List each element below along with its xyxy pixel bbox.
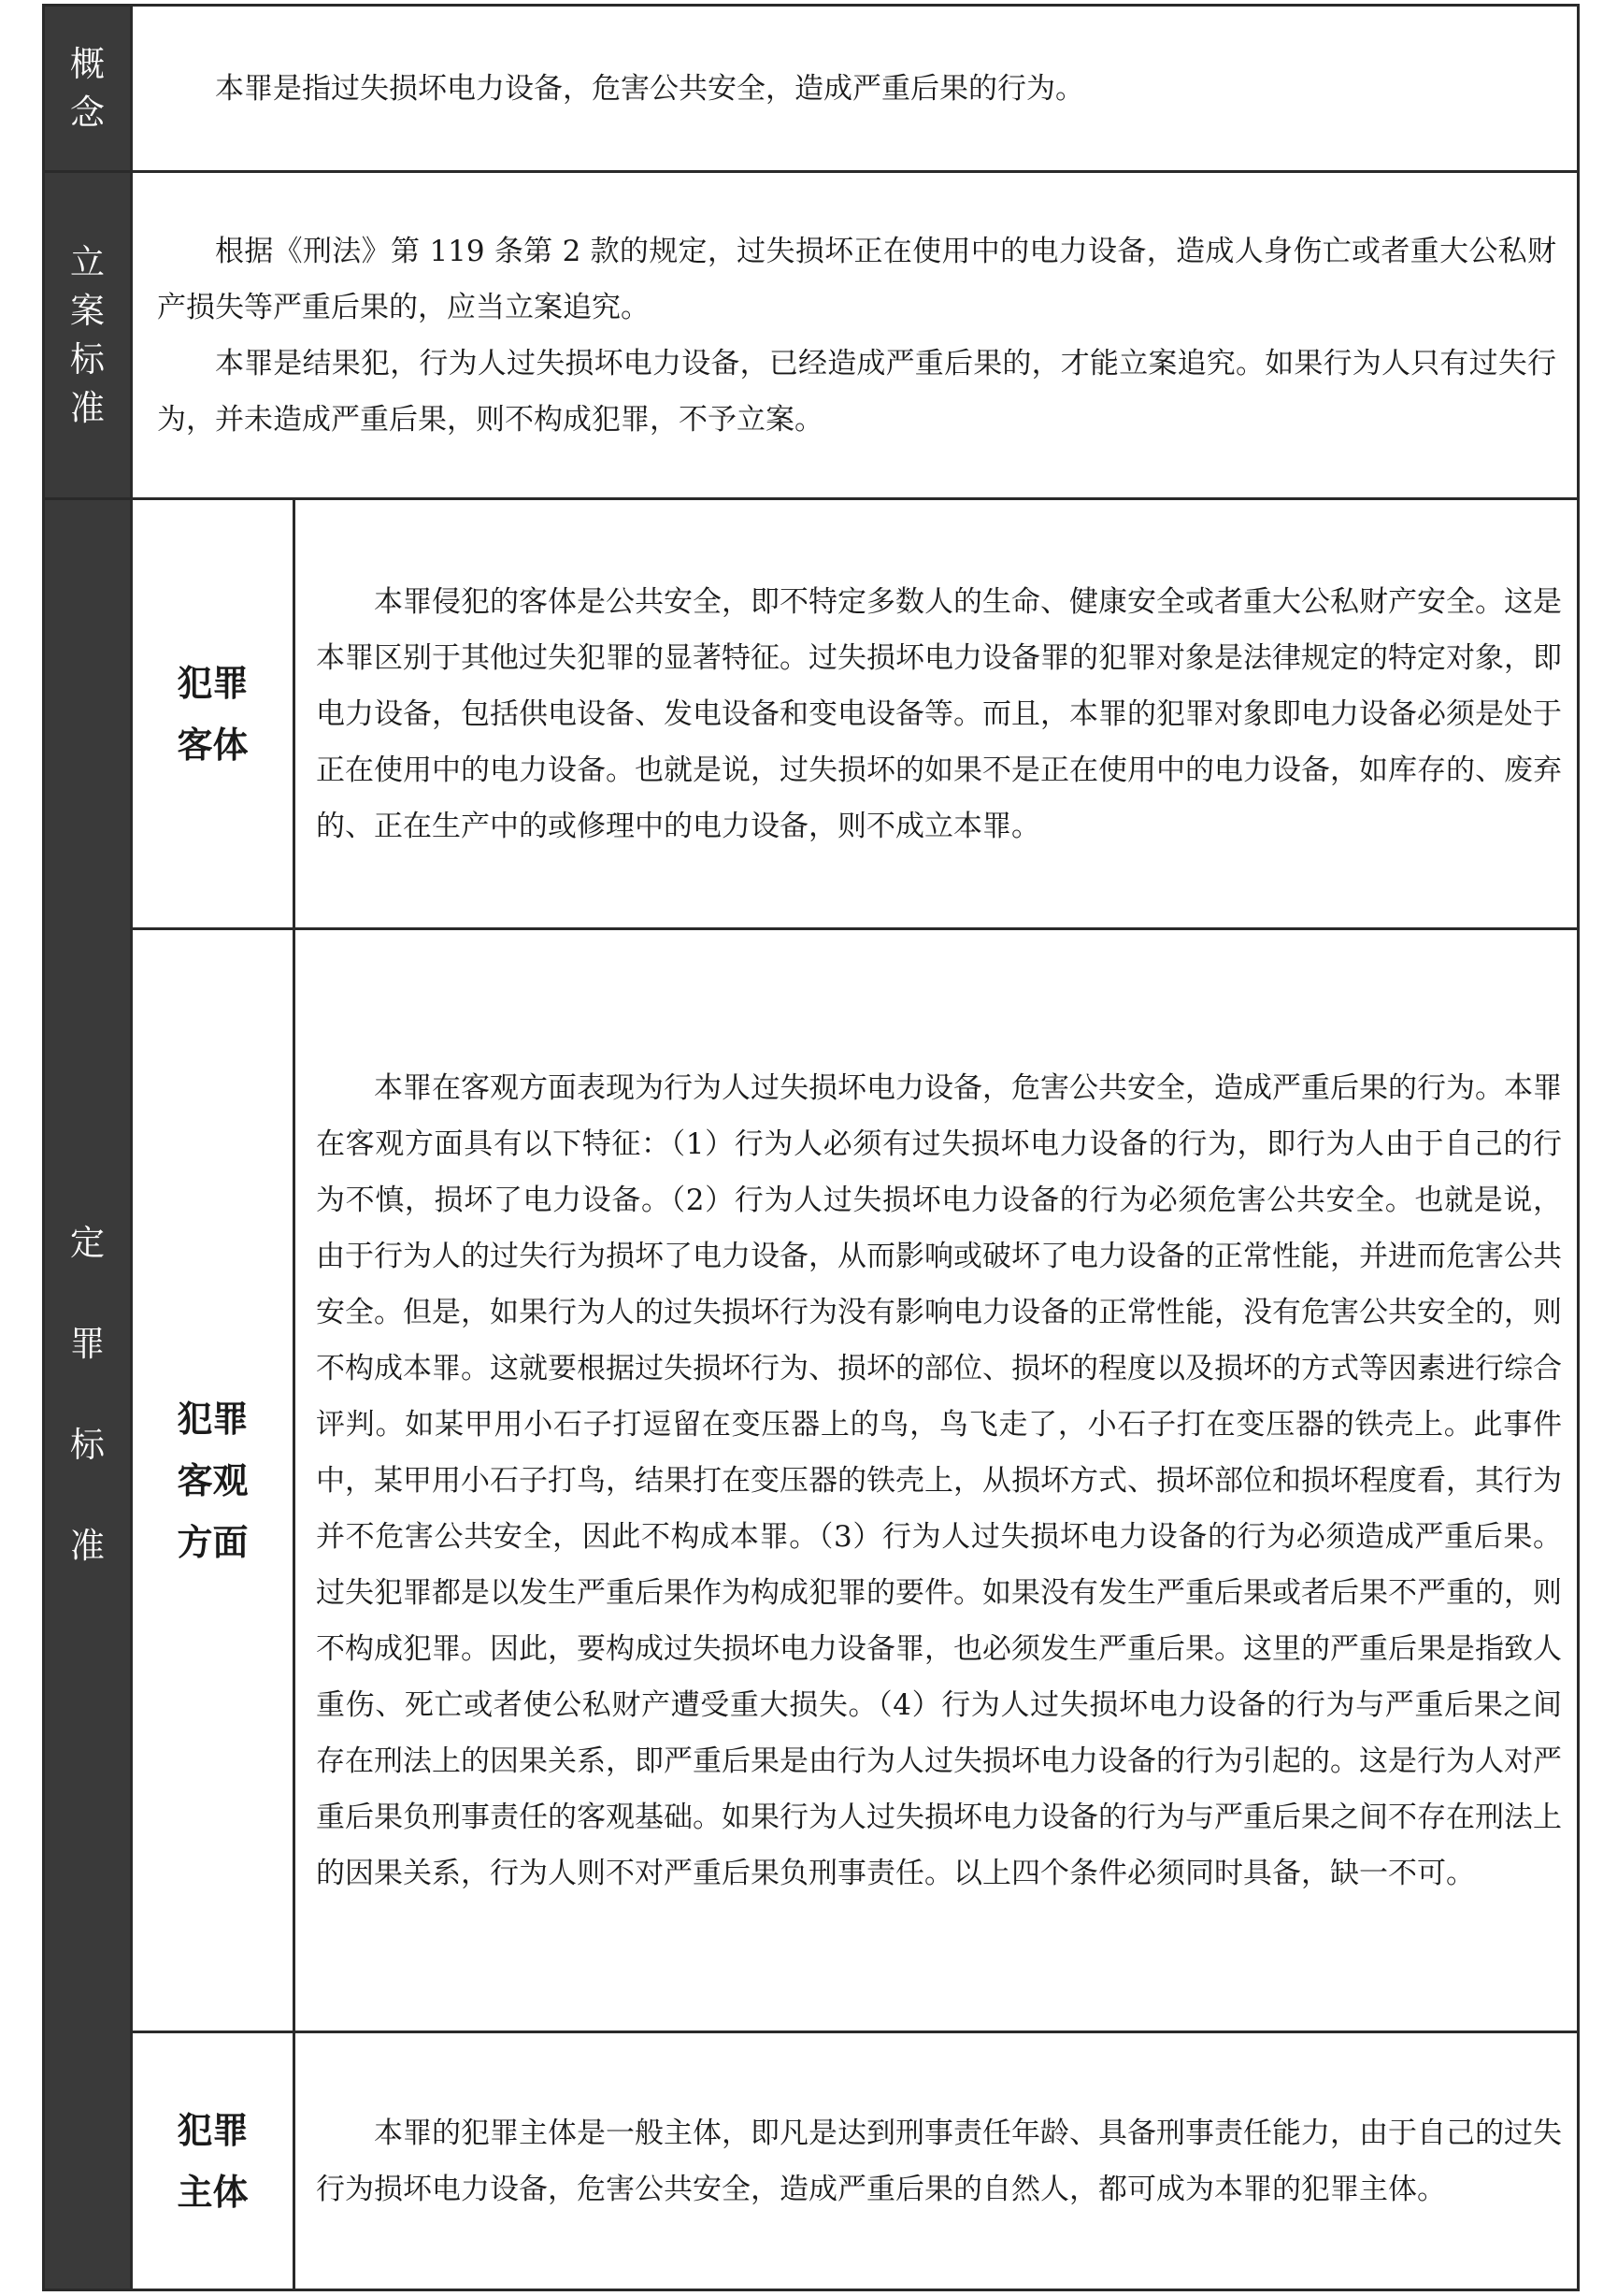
content-cell-filing-standard (132, 172, 1579, 499)
sublabel-objective-aspect: 犯罪客观方面 (177, 1398, 249, 1563)
row-filing-standard (44, 172, 1579, 499)
sublabel-cell-crime-subject (132, 2032, 294, 2290)
sublabel-cell-objective-aspect (132, 929, 294, 2032)
row-concept (44, 6, 1579, 172)
label-cell-concept (44, 6, 132, 172)
row-crime-subject (44, 2032, 1579, 2290)
label-cell-filing-standard (44, 172, 132, 499)
paragraph-crime-object: 本罪侵犯的客体是公共安全，即不特定多数人的生命、健康安全或者重大公私财产安全。这是本罪区别于其他过失犯罪的显著特征。过失损坏电力设备罪的犯罪对象是法律规定的特定对象，即电力设备，包括供电设备、发电设备和变电设备等。而且，本罪的犯罪对象即电力设备必须是处于正在使用中的电力设备。也就是说，过失损坏的如果不是正在使用中的电力设备，如库存的、废弃的、正在生产中的或修理中的电力设备，则不成立本罪。 (316, 584, 1562, 843)
label-concept: 概念 (70, 43, 105, 133)
content-cell-objective-aspect (294, 929, 1579, 2032)
paragraph-crime-subject: 本罪的犯罪主体是一般主体，即凡是达到刑事责任年龄、具备刑事责任能力，由于自己的过失行为损坏电力设备，危害公共安全，造成严重后果的自然人，都可成为本罪的犯罪主体。 (316, 2116, 1562, 2206)
label-cell-conviction-standard (44, 499, 132, 2290)
row-crime-object (44, 499, 1579, 929)
paragraph-objective-aspect: 本罪在客观方面表现为行为人过失损坏电力设备，危害公共安全，造成严重后果的行为。本罪在客观方面具有以下特征：（1）行为人必须有过失损坏电力设备的行为，即行为人由于自己的行为不慎，损坏了电力设备。（2）行为人过失损坏电力设备的行为必须危害公共安全。也就是说，由于行为人的过失行为损坏了电力设备，从而影响或破坏了电力设备的正常性能，并进而危害公共安全。但是，如果行为人的过失损坏行为没有影响电力设备的正常性能，没有危害公共安全的，则不构成本罪。这就要根据过失损坏行为、损坏的部位、损坏的程度以及损坏的方式等因素进行综合评判。如某甲用小石子打逗留在变压器上的鸟，鸟飞走了，小石子打在变压器的铁壳上。此事件中，某甲用小石子打鸟，结果打在变压器的铁壳上，从损坏方式、损坏部位和损坏程度看，其行为并不危害公共安全，因此不构成本罪。（3）行为人过失损坏电力设备的行为必须造成严重后果。过失犯罪都是以发生严重后果作为构成犯罪的要件。如果没有发生严重后果或者后果不严重的，则不构成犯罪。因此，要构成过失损坏电力设备罪，也必须发生严重后果。这里的严重后果是指致人重伤、死亡或者使公私财产遭受重大损失。（4）行为人过失损坏电力设备的行为与严重后果之间存在刑法上的因果关系，即严重后果是由行为人过失损坏电力设备的行为引起的。这是行为人对严重后果负刑事责任的客观基础。如果行为人过失损坏电力设备的行为与严重后果之间不存在刑法上的因果关系，行为人则不对严重后果负刑事责任。以上四个条件必须同时具备，缺一不可。 (316, 1070, 1562, 1890)
label-filing-standard: 立案标准 (70, 241, 105, 428)
content-cell-crime-object (294, 499, 1579, 929)
law-table (42, 4, 1580, 2291)
paragraph-filing-2: 本罪是结果犯，行为人过失损坏电力设备，已经造成严重后果的，才能立案追究。如果行为人只有过失行为，并未造成严重后果，则不构成犯罪，不予立案。 (157, 346, 1556, 437)
row-objective-aspect (44, 929, 1579, 2032)
sublabel-cell-crime-object (132, 499, 294, 929)
sublabel-crime-object: 犯罪客体 (177, 662, 249, 766)
label-conviction-standard: 定罪标准 (70, 1222, 105, 1566)
content-cell-concept (132, 6, 1579, 172)
paragraph-filing-1: 根据《刑法》第 119 条第 2 款的规定，过失损坏正在使用中的电力设备，造成人身伤亡或者重大公私财产损失等严重后果的，应当立案追究。 (157, 234, 1556, 324)
sublabel-crime-subject: 犯罪主体 (177, 2109, 249, 2213)
paragraph-concept: 本罪是指过失损坏电力设备，危害公共安全，造成严重后果的行为。 (215, 71, 1084, 106)
content-cell-crime-subject (294, 2032, 1579, 2290)
